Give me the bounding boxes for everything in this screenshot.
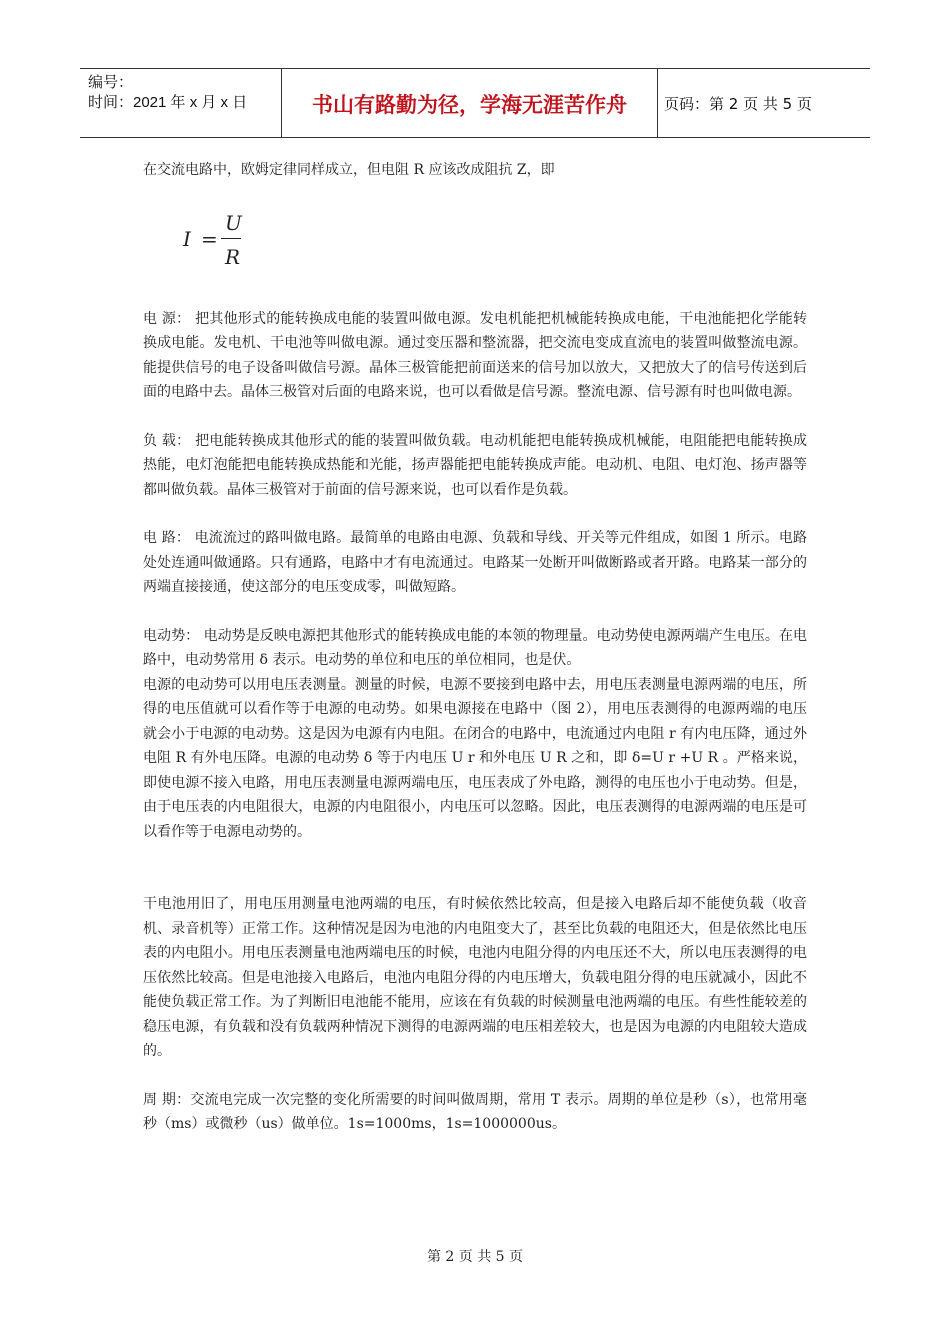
formula-equals: = bbox=[201, 226, 218, 251]
intro-paragraph: 在交流电路中，欧姆定律同样成立，但电阻 R 应该改成阻抗 Z，即 bbox=[143, 162, 555, 178]
paragraph-old-battery: 干电池用旧了，用电压用测量电池两端的电压，有时候依然比较高，但是接入电路后却不能使负载（收音机、录音机等）正常工作。这种情况是因为电池的内电阻变大了，甚至比负载的电阻还大，但是依然比电压表的内电阻小。用电压表测量电池两端电压的时候，电池内电阻分得的内电压还不大，所以电压表测得的电压依然比较高。但是电池接入电路后，电池内电阻分得的内电压增大，负载电阻分得的电压就减小，因此不能使负载正常工作。为了判断旧电池能不能用，应该在有负载的时候测量电池两端的电压。有些性能较差的稳压电源，有负载和没有负载两种情况下测得的电源两端的电压相差较大，也是因为电源的内电阻较大造成的。 bbox=[143, 896, 807, 1059]
header-page-info: 页码：第 2 页 共 5 页 bbox=[664, 95, 812, 113]
paragraph-period: 周 期：交流电完成一次完整的变化所需要的时间叫做周期，常用 T 表示。周期的单位是秒（s），也常用毫秒（ms）或微秒（us）做单位。1s=1000ms，1s=1000000us。 bbox=[143, 1091, 807, 1132]
fraction-bar bbox=[221, 238, 241, 239]
paragraph-circuit: 电 路： 电流流过的路叫做电路。最简单的电路由电源、负载和导线、开关等元件组成，如图 1 所示。电路处处连通叫做通路。只有通路，电路中才有电流通过。电路某一处断开叫做断路或者开路。电路某一部分的两端直接接通，使这部分的电压变成零，叫做短路。 bbox=[143, 530, 807, 595]
header-divider bbox=[657, 69, 658, 137]
page-header bbox=[80, 68, 870, 138]
date-label: 时间：2021 年 x 月 x 日 bbox=[88, 94, 248, 111]
page-footer: 第 2 页 共 5 页 bbox=[426, 1249, 524, 1265]
paragraph-load: 负 载： 把电能转换成其他形式的能的装置叫做负载。电动机能把电能转换成机械能，电阻能把电能转换成热能，电灯泡能把电能转换成热能和光能，扬声器能把电能转换成声能。电动机、电阻、电灯泡、扬声器等都叫做负载。晶体三极管对于前面的信号源来说，也可以看作是负载。 bbox=[143, 432, 807, 498]
formula-lhs: I bbox=[183, 226, 191, 251]
ohm-formula bbox=[143, 183, 807, 293]
header-motto: 书山有路勤为径，学海无涯苦作舟 bbox=[312, 93, 627, 117]
document-body bbox=[143, 158, 807, 1137]
paragraph-power-source: 电 源： 把其他形式的能转换成电能的装置叫做电源。发电机能把机械能转换成电能，干电池能把化学能转换成电能。发电机、干电池等叫做电源。通过变压器和整流器，把交流电变成直流电的装置叫做整流电源。能提供信号的电子设备叫做信号源。晶体三极管能把前面送来的信号加以放大，又把放大了的信号传送到后面的电路中去。晶体三极管对后面的电路来说，也可以看做是信号源。整流电源、信号源有时也叫做电源。 bbox=[143, 310, 807, 400]
formula-numerator: U bbox=[225, 210, 242, 235]
paragraph-emf: 电动势： 电动势是反映电源把其他形式的能转换成电能的本领的物理量。电动势使电源两端产生电压。在电路中，电动势常用 δ 表示。电动势的单位和电压的单位相同，也是伏。 bbox=[143, 627, 807, 668]
paragraph-emf-measure: 电源的电动势可以用电压表测量。测量的时候，电源不要接到电路中去，用电压表测量电源两端的电压，所得的电压值就可以看作等于电源的电动势。如果电源接在电路中（图 2），用电压表测得的电源两端的电压就会小于电源的电动势。这是因为电源有内电阻。在闭合的电路中，电流通过内电阻 r 有内电压降，通过外电阻 R 有外电压降。电源的电动势 δ 等于内电压 U r 和外电压 U R 之和，即 δ=U r +U R 。严格来说，即使电源不接入电路，用电压表测量电源两端电压，电压表成了外电路，测得的电压也小于电动势。但是，由于电压表的内电阻很大，电源的内电阻很小，内电压可以忽略。因此，电压表测得的电源两端的电压是可以看作等于电源电动势的。 bbox=[143, 676, 807, 840]
formula-denominator: R bbox=[225, 244, 241, 269]
number-label: 编号： bbox=[88, 74, 134, 91]
header-meta bbox=[88, 73, 247, 113]
